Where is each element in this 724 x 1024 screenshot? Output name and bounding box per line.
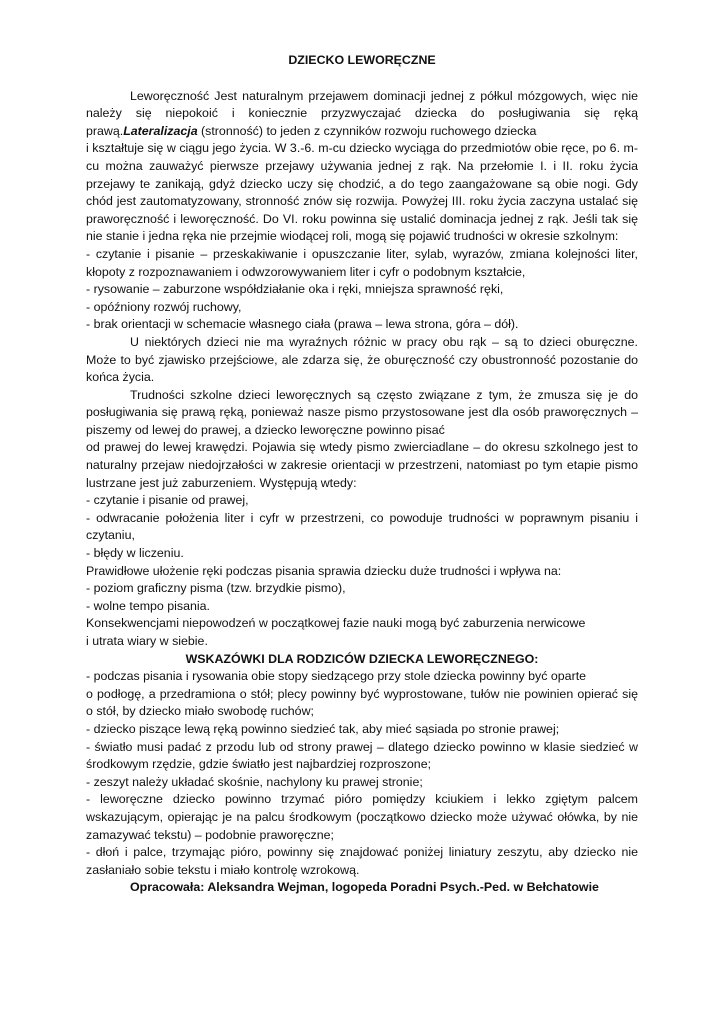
tip-item: - podczas pisania i rysowania obie stopy siedzącego przy stole dziecka powinny być oparte bbox=[86, 669, 587, 684]
consequences-line: Konsekwencjami niepowodzeń w początkowej fazie nauki mogą być zaburzenia nerwicowe bbox=[86, 616, 586, 631]
tip-item: - światło musi padać z przodu lub od strony prawej – dlatego dziecko powinno w klasie siedzieć w środkowym rzędzie, gdzie światło jest najbardziej rozproszone; bbox=[86, 739, 638, 772]
term-lateralization: Lateralizacja bbox=[123, 123, 198, 138]
mirror-item: - czytanie i pisanie od prawej, bbox=[86, 493, 249, 508]
consequences-line: i utrata wiary w siebie. bbox=[86, 634, 208, 648]
difficulty-item: - brak orientacji w schemacie własnego ciała (prawa – lewa strona, góra – dół). bbox=[86, 317, 519, 332]
intro-paragraph bbox=[86, 88, 638, 141]
tips-heading: WSKAZÓWKI DLA RODZICÓW DZIECKA LEWORĘCZNEGO: bbox=[185, 651, 539, 666]
posture-item: - poziom graficzny pisma (tzw. brzydkie pismo), bbox=[86, 581, 346, 596]
mirror-item: - błędy w liczeniu. bbox=[86, 546, 184, 561]
tip-item: o podłogę, a przedramiona o stół; plecy powinny być wyprostowane, tułów nie powinien opierać się o stół, by dziecko miało swobodę ruchów; bbox=[86, 686, 638, 719]
intro-text-start: Leworęczność Jest naturalnym przejawem dominacji jednej z półkul mózgowych, więc nie należy się niepokoić i koniecznie przyzwyczajać dziecka do posługiwania się ręką prawą. bbox=[86, 88, 638, 138]
posture-intro: Prawidłowe ułożenie ręki podczas pisania sprawia dziecku duże trudności i wpływa na: bbox=[86, 563, 562, 578]
tip-item: - zeszyt należy układać skośnie, nachylony ku prawej stronie; bbox=[86, 774, 423, 789]
tip-item: - dziecko piszące lewą ręką powinno siedzieć tak, aby mieć sąsiada po stronie prawej; bbox=[86, 721, 560, 736]
difficulty-item: - czytanie i pisanie – przeskakiwanie i opuszczanie liter, sylab, wyrazów, zmiana kolejności liter, kłopoty z rozpoznawaniem i odwzorowywaniem liter i cyfr o podobnym kształcie, bbox=[86, 246, 638, 279]
author-signature: Opracowała: Aleksandra Wejman, logopeda Poradni Psych.-Ped. w Bełchatowie bbox=[130, 880, 599, 895]
difficulty-item: - opóźniony rozwój ruchowy, bbox=[86, 299, 242, 314]
mirror-item: - odwracanie położenia liter i cyfr w przestrzeni, co powoduje trudności w poprawnym pisaniu i czytaniu, bbox=[86, 510, 638, 543]
posture-item: - wolne tempo pisania. bbox=[86, 598, 210, 613]
development-paragraph: i kształtuje się w ciągu jego życia. W 3.-6. m-cu dziecko wyciąga do przedmiotów obie ręce, po 6. m-cu można zauważyć pierwsze przejawy używania jednej z rąk. Na przełomie I. i II. roku życia przejawy te zanikają, gdyż dziecko uczy się chodzić, a do tego zaangażowane są obie nogi. Gdy chód jest zautomatyzowany, stronność znów się rozwija. Powyżej III. roku życia zaczyna ustalać się praworęczność i leworęczność. Do VI. roku powinna się ustalić dominacja jednej z rąk. Jeśli tak się nie stanie i jedna ręka nie przejmie wiodącej roli, mogą się pojawić trudności w okresie szkolnym: bbox=[86, 141, 638, 244]
tip-item: - leworęczne dziecko powinno trzymać pióro pomiędzy kciukiem i lekko zgiętym palcem wskazującym, opierając je na palcu środkowym (początkowo dziecko może używać ołówka, by nie zamazywać tekstu) – podobnie praworęczne; bbox=[86, 792, 638, 842]
document-title: DZIECKO LEWORĘCZNE bbox=[288, 53, 436, 67]
ambidexterity-paragraph: U niektórych dzieci nie ma wyraźnych różnic w pracy obu rąk – są to dzieci oburęczne. Może to być zjawisko przejściowe, ale zdarza się, że oburęczność czy obustronność pozostanie do końca życia. bbox=[86, 334, 638, 385]
intro-text-end: (stronność) to jeden z czynników rozwoju ruchowego dziecka bbox=[197, 123, 537, 138]
document-page bbox=[86, 52, 638, 897]
school-paragraph: Trudności szkolne dzieci leworęcznych są często związane z tym, że zmusza się je do posługiwania się prawą ręką, ponieważ nasze pismo przystosowane jest dla osób praworęcznych – piszemy od lewej do prawej, a dziecko leworęczne powinno pisać bbox=[86, 387, 638, 437]
tip-item: - dłoń i palce, trzymając pióro, powinny się znajdować poniżej liniatury zeszytu, aby dziecko nie zasłaniało sobie tekstu i miało kontrolę wzrokową. bbox=[86, 845, 638, 877]
difficulty-item: - rysowanie – zaburzone współdziałanie oka i ręki, mniejsza sprawność ręki, bbox=[86, 282, 504, 297]
mirror-writing-paragraph: od prawej do lewej krawędzi. Pojawia się wtedy pismo zwierciadlane – do okresu szkolnego jest to naturalny przejaw niedojrzałości w zakresie orientacji w przestrzeni, natomiast po tym etapie pismo lustrzane jest już zaburzeniem. Występują wtedy: bbox=[86, 440, 638, 490]
